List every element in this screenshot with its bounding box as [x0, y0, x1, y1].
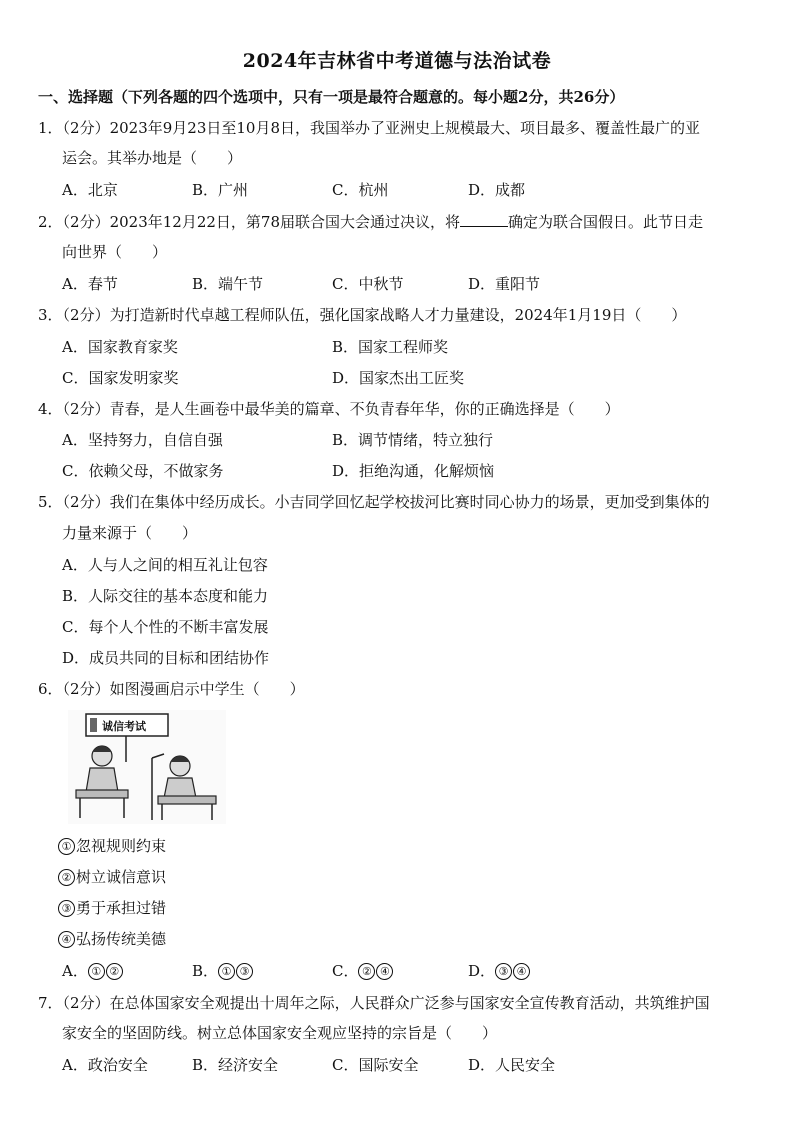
q6-option-a-num1: ① — [88, 963, 105, 980]
q6-option-b-letter: B． — [192, 962, 219, 980]
q6-statement-4 — [58, 929, 166, 949]
q5-option-c: C．每个人个性的不断丰富发展 — [62, 618, 269, 636]
q7-option-a: A．政治安全 — [62, 1056, 148, 1074]
q6-statement-1 — [58, 836, 166, 856]
q4-stem-line1: 4．（2分）青春，是人生画卷中最华美的篇章、不负青春年华，你的正确选择是（ ） — [38, 400, 620, 418]
q7-stem-line1: 7．（2分）在总体国家安全观提出十周年之际，人民群众广泛参与国家安全宣传教育活动，共筑维护国 — [38, 994, 710, 1012]
honesty-exam-cartoon — [68, 710, 226, 824]
q6-stem-line1: 6．（2分）如图漫画启示中学生（ ） — [38, 680, 305, 698]
q6-option-b-num2: ③ — [236, 963, 253, 980]
q5-stem-line1: 5．（2分）我们在集体中经历成长。小吉同学回忆起学校拔河比赛时同心协力的场景，更加受到集体的 — [38, 493, 710, 511]
q2-option-c: C．中秋节 — [332, 275, 404, 293]
q3-option-c: C．国家发明家奖 — [62, 369, 179, 387]
q6-statement-2 — [58, 867, 166, 887]
q1-stem-line1: 1．（2分）2023年9月23日至10月8日，我国举办了亚洲史上规模最大、项目最多、覆盖性最广的亚 — [38, 119, 701, 137]
q6-statement-3-text: 勇于承担过错 — [76, 899, 167, 917]
q6-statement-4-number: ④ — [58, 931, 75, 948]
q7-stem-line2: 家安全的坚固防线。树立总体国家安全观应坚持的宗旨是（ ） — [62, 1024, 498, 1042]
q6-statement-3 — [58, 898, 166, 918]
q6-option-c-letter: C． — [332, 962, 359, 980]
q2-stem-line1 — [38, 212, 703, 232]
q6-option-d-letter: D． — [468, 962, 496, 980]
q6-option-a — [62, 961, 124, 981]
q6-option-d-num2: ④ — [513, 963, 530, 980]
q5-option-d: D．成员共同的目标和团结协作 — [62, 649, 270, 667]
q2-answer-blank — [460, 212, 508, 227]
q6-option-c — [332, 961, 394, 981]
q6-statement-1-number: ① — [58, 838, 75, 855]
q2-stem-part2: 确定为联合国假日。此节日走 — [508, 213, 704, 231]
q3-option-b: B．国家工程师奖 — [332, 338, 449, 356]
q2-stem-part1: 2．（2分）2023年12月22日，第78届联合国大会通过决议，将 — [38, 213, 461, 231]
q6-option-c-num2: ④ — [376, 963, 393, 980]
q1-stem-line2: 运会。其举办地是（ ） — [62, 149, 243, 167]
q4-option-a: A．坚持努力，自信自强 — [62, 431, 223, 449]
q7-option-d: D．人民安全 — [468, 1056, 556, 1074]
q6-statement-2-text: 树立诚信意识 — [76, 868, 167, 886]
q3-stem-line1: 3．（2分）为打造新时代卓越工程师队伍，强化国家战略人才力量建设，2024年1月19日（ ） — [38, 306, 687, 324]
q2-option-b: B．端午节 — [192, 275, 264, 293]
q2-option-d: D．重阳节 — [468, 275, 541, 293]
q6-statement-1-text: 忽视规则约束 — [76, 837, 167, 855]
q6-option-d — [468, 961, 531, 981]
cartoon-sign-text: 诚信考试 — [102, 720, 146, 733]
q2-option-a: A．春节 — [62, 275, 118, 293]
q4-option-b: B．调节情绪，特立独行 — [332, 431, 494, 449]
q1-option-b: B．广州 — [192, 181, 249, 199]
q6-option-a-num2: ② — [106, 963, 123, 980]
q1-option-a: A．北京 — [62, 181, 118, 199]
q6-statement-4-text: 弘扬传统美德 — [76, 930, 167, 948]
q7-option-c: C．国际安全 — [332, 1056, 419, 1074]
q6-option-a-letter: A． — [62, 962, 88, 980]
q5-option-a: A．人与人之间的相互礼让包容 — [62, 556, 268, 574]
q6-option-c-num1: ② — [358, 963, 375, 980]
q6-statement-2-number: ② — [58, 869, 75, 886]
q4-option-d: D．拒绝沟通，化解烦恼 — [332, 462, 495, 480]
q1-option-c: C．杭州 — [332, 181, 389, 199]
q6-option-b-num1: ① — [218, 963, 235, 980]
q7-option-b: B．经济安全 — [192, 1056, 279, 1074]
q6-option-b — [192, 961, 254, 981]
q3-option-d: D．国家杰出工匠奖 — [332, 369, 465, 387]
q3-option-a: A．国家教育家奖 — [62, 338, 178, 356]
exam-title: 2024年吉林省中考道德与法治试卷 — [242, 50, 552, 72]
q2-stem-line2: 向世界（ ） — [62, 243, 168, 261]
q6-option-d-num1: ③ — [495, 963, 512, 980]
q4-option-c: C．依赖父母，不做家务 — [62, 462, 224, 480]
q1-option-d: D．成都 — [468, 181, 526, 199]
q6-statement-3-number: ③ — [58, 900, 75, 917]
section-heading: 一、选择题（下列各题的四个选项中，只有一项是最符合题意的。每小题2分，共26分） — [38, 88, 625, 106]
q5-stem-line2: 力量来源于（ ） — [62, 524, 198, 542]
q5-option-b: B．人际交往的基本态度和能力 — [62, 587, 269, 605]
